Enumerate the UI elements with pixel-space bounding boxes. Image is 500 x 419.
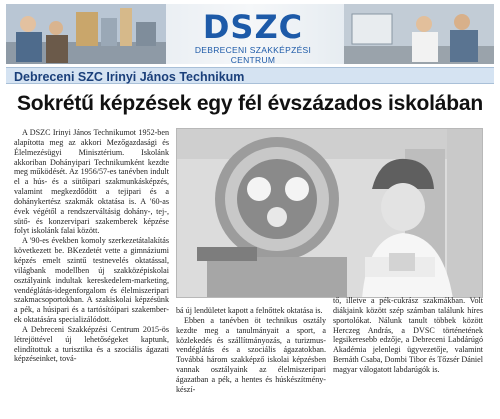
article-photo <box>176 128 483 298</box>
banner-photo-left <box>6 4 166 64</box>
paragraph: A '90-es években komoly szerkezetátalakítás következett be. BKezdetét vette a gimnáziumi képzés emelt szintű testnevelés oktatással, világbank modellben új szakközépiskolai osztályaink indultak kereskedelem-marketing, vendéglátás-idegenforgalom és élelmiszeripari szakmacsoportokban. A szakiskolai képzésünk a pék, a húsipari és a tartósítóipari szakemberek oktatására specializálódott. <box>14 236 169 325</box>
banner-photo-right <box>344 4 494 64</box>
article-column-3 <box>333 296 483 375</box>
logo-wordmark <box>178 10 328 44</box>
article-headline: Sokrétű képzések egy fél évszázados iskolában <box>16 92 484 115</box>
header-banner <box>6 4 494 64</box>
logo-subtitle: DEBRECENI SZAKKÉPZÉSI CENTRUM <box>194 45 312 64</box>
paragraph: tő, illetve a pék-cukrász szakmákban. Volt diákjaink között szép számban találunk híres sportolókat. Nálunk tanult többek között Herczeg András, a DVSC történetének legsikeresebb edzője, a Debreceni Labdárúgó Akadémia jelenlegi ügyvezetője, valamint Bernáth Csaba, Dombi Tibor és Tőzsér Dániel magyar válogatott labdarúgók is. <box>333 296 483 374</box>
dszc-logo[interactable] <box>178 8 328 64</box>
paragraph: A Debreceni Szakképzési Centrum 2015-ös létrejöttével új lehetőségeket kaptunk, elindítottuk a turisztika és a szociális ágazati képzéseinket, tová- <box>14 324 169 364</box>
paragraph: bá új lendületet kapott a felnőttek oktatása is. <box>176 306 323 315</box>
article-column-1 <box>14 128 169 364</box>
article-column-2 <box>176 306 326 395</box>
paragraph: Ebben a tanévben öt technikus osztály kezdte meg a tanulmányait a sport, a közlekedés és szállítmányozás, a turizmus-vendéglátás és a szociális ágazatokban. Továbbá három szakképző iskolai képzésben vannak osztályaink az élelmiszeripari ágazatban a pék, a hentes és húskészítmény-készí- <box>176 315 326 394</box>
logo-text: DSZC <box>202 8 304 46</box>
section-title-bar <box>6 67 494 84</box>
historic-lab-photo <box>177 129 483 298</box>
section-title: Debreceni SZC Irinyi János Technikum <box>14 70 245 84</box>
paragraph: A DSZC Irinyi János Technikumot 1952-ben alapította meg az akkori Mezőgazdasági és Élelmezésügyi Minisztérium. Iskolánk akkoriban Dohányipari Technikumként kezdte meg működését. Az 1956/57-es tanévben indult el a hús- és a sütőipari szakmunkásképzés, valamint megkezdődött a tejipari és a dohánykertész szakmák oktatása is. A '60-as évek végétől a rendszerváltásig dohány-, tej-, sütő- és konzervipari szakemberek képzése folyt iskolánk falai között. <box>14 128 169 236</box>
